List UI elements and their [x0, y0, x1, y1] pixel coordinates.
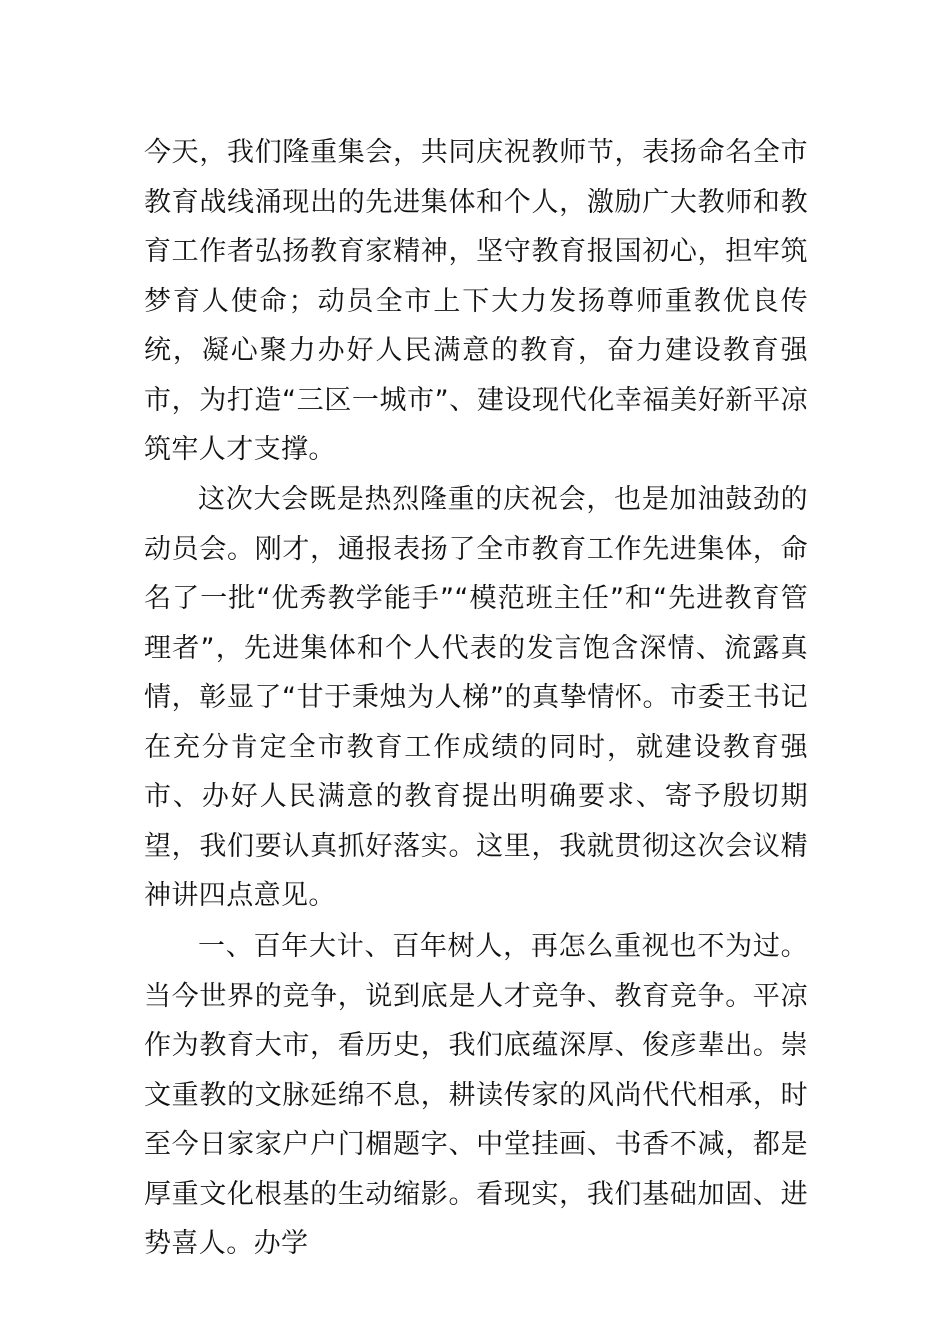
paragraph-3: 一、百年大计、百年树人，再怎么重视也不为过。当今世界的竞争，说到底是人才竞争、教育竞争。平凉作为教育大市，看历史，我们底蕴深厚、俊彦辈出。崇文重教的文脉延绵不息，耕读传家的风尚代代相承，时至今日家家户户门楣题字、中堂挂画、书香不减，都是厚重文化根基的生动缩影。看现实，我们基础加固、进势喜人。办学: [144, 931, 808, 1259]
paragraph-2: 这次大会既是热烈隆重的庆祝会，也是加油鼓劲的动员会。刚才，通报表扬了全市教育工作先进集体，命名了一批“优秀教学能手”“模范班主任”和“先进教育管理者”，先进集体和个人代表的发言饱含深情、流露真情，彰显了“甘于秉烛为人梯”的真挚情怀。市委王书记在充分肯定全市教育工作成绩的同时，就建设教育强市、办好人民满意的教育提出明确要求、寄予殷切期望，我们要认真抓好落实。这里，我就贯彻这次会议精神讲四点意见。: [144, 484, 808, 911]
paragraph-1: 今天，我们隆重集会，共同庆祝教师节，表扬命名全市教育战线涌现出的先进集体和个人，激励广大教师和教育工作者弘扬教育家精神，坚守教育报国初心，担牢筑梦育人使命；动员全市上下大力发扬尊师重教优良传统，凝心聚力办好人民满意的教育，奋力建设教育强市，为打造“三区一城市”、建设现代化幸福美好新平凉筑牢人才支撑。: [144, 137, 808, 465]
